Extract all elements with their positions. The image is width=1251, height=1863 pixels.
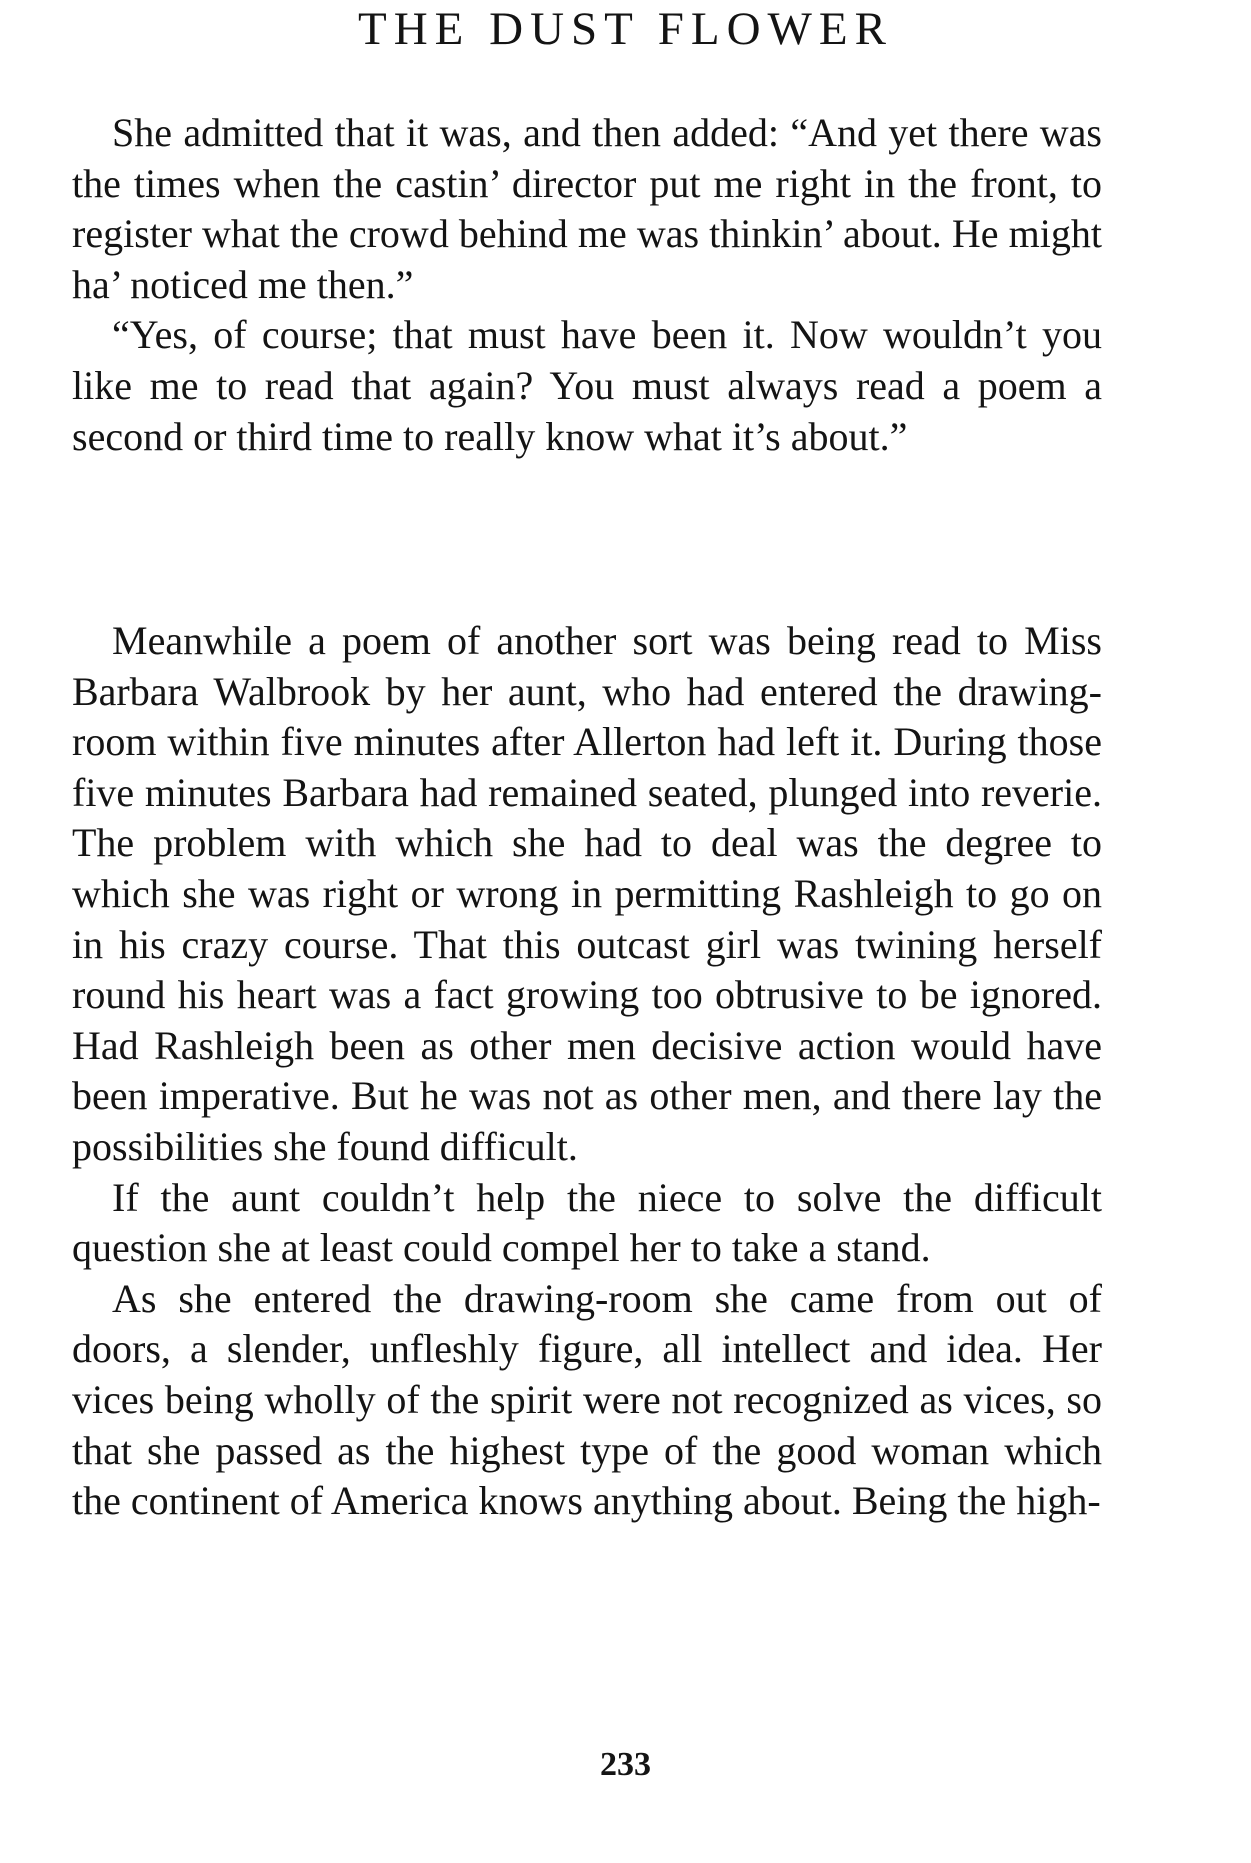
text-section-2 <box>72 616 1102 1527</box>
running-head: THE DUST FLOWER <box>358 3 893 55</box>
paragraph: She admitted that it was, and then added: “And yet there was the times when the castin’ director put me right in the front, to register what the crowd behind me was thinkin’ about. He might ha’ noticed me then.” <box>72 110 1102 307</box>
paragraph: “Yes, of course; that must have been it. Now wouldn’t you like me to read that again? You must always read a poem a second or third time to really know what it’s about.” <box>72 312 1102 459</box>
paragraph: As she entered the drawing-room she came from out of doors, a slender, unfleshly figure, all intellect and idea. Her vices being wholly of the spirit were not recognized as vices, so that she passed as the highest type of the good woman which the continent of America knows anything about. Being the high- <box>72 1275 1102 1524</box>
paragraph: Meanwhile a poem of another sort was being read to Miss Barbara Walbrook by her aunt, who had entered the drawing-room within five minutes after Allerton had left it. During those five minutes Barbara had remained seated, plunged into reverie. The problem with which she had to deal was the degree to which she was right or wrong in permitting Rashleigh to go on in his crazy course. That this outcast girl was twining herself round his heart was a fact growing too obtrusive to be ignored. Had Rashleigh been as other men decisive action would have been imperative. But he was not as other men, and there lay the possibilities she found difficult. <box>72 618 1102 1169</box>
text-section-1 <box>72 108 1102 462</box>
paragraph: If the aunt couldn’t help the niece to solve the difficult question she at least could compel her to take a stand. <box>72 1174 1102 1271</box>
page-number: 233 <box>600 1746 651 1783</box>
